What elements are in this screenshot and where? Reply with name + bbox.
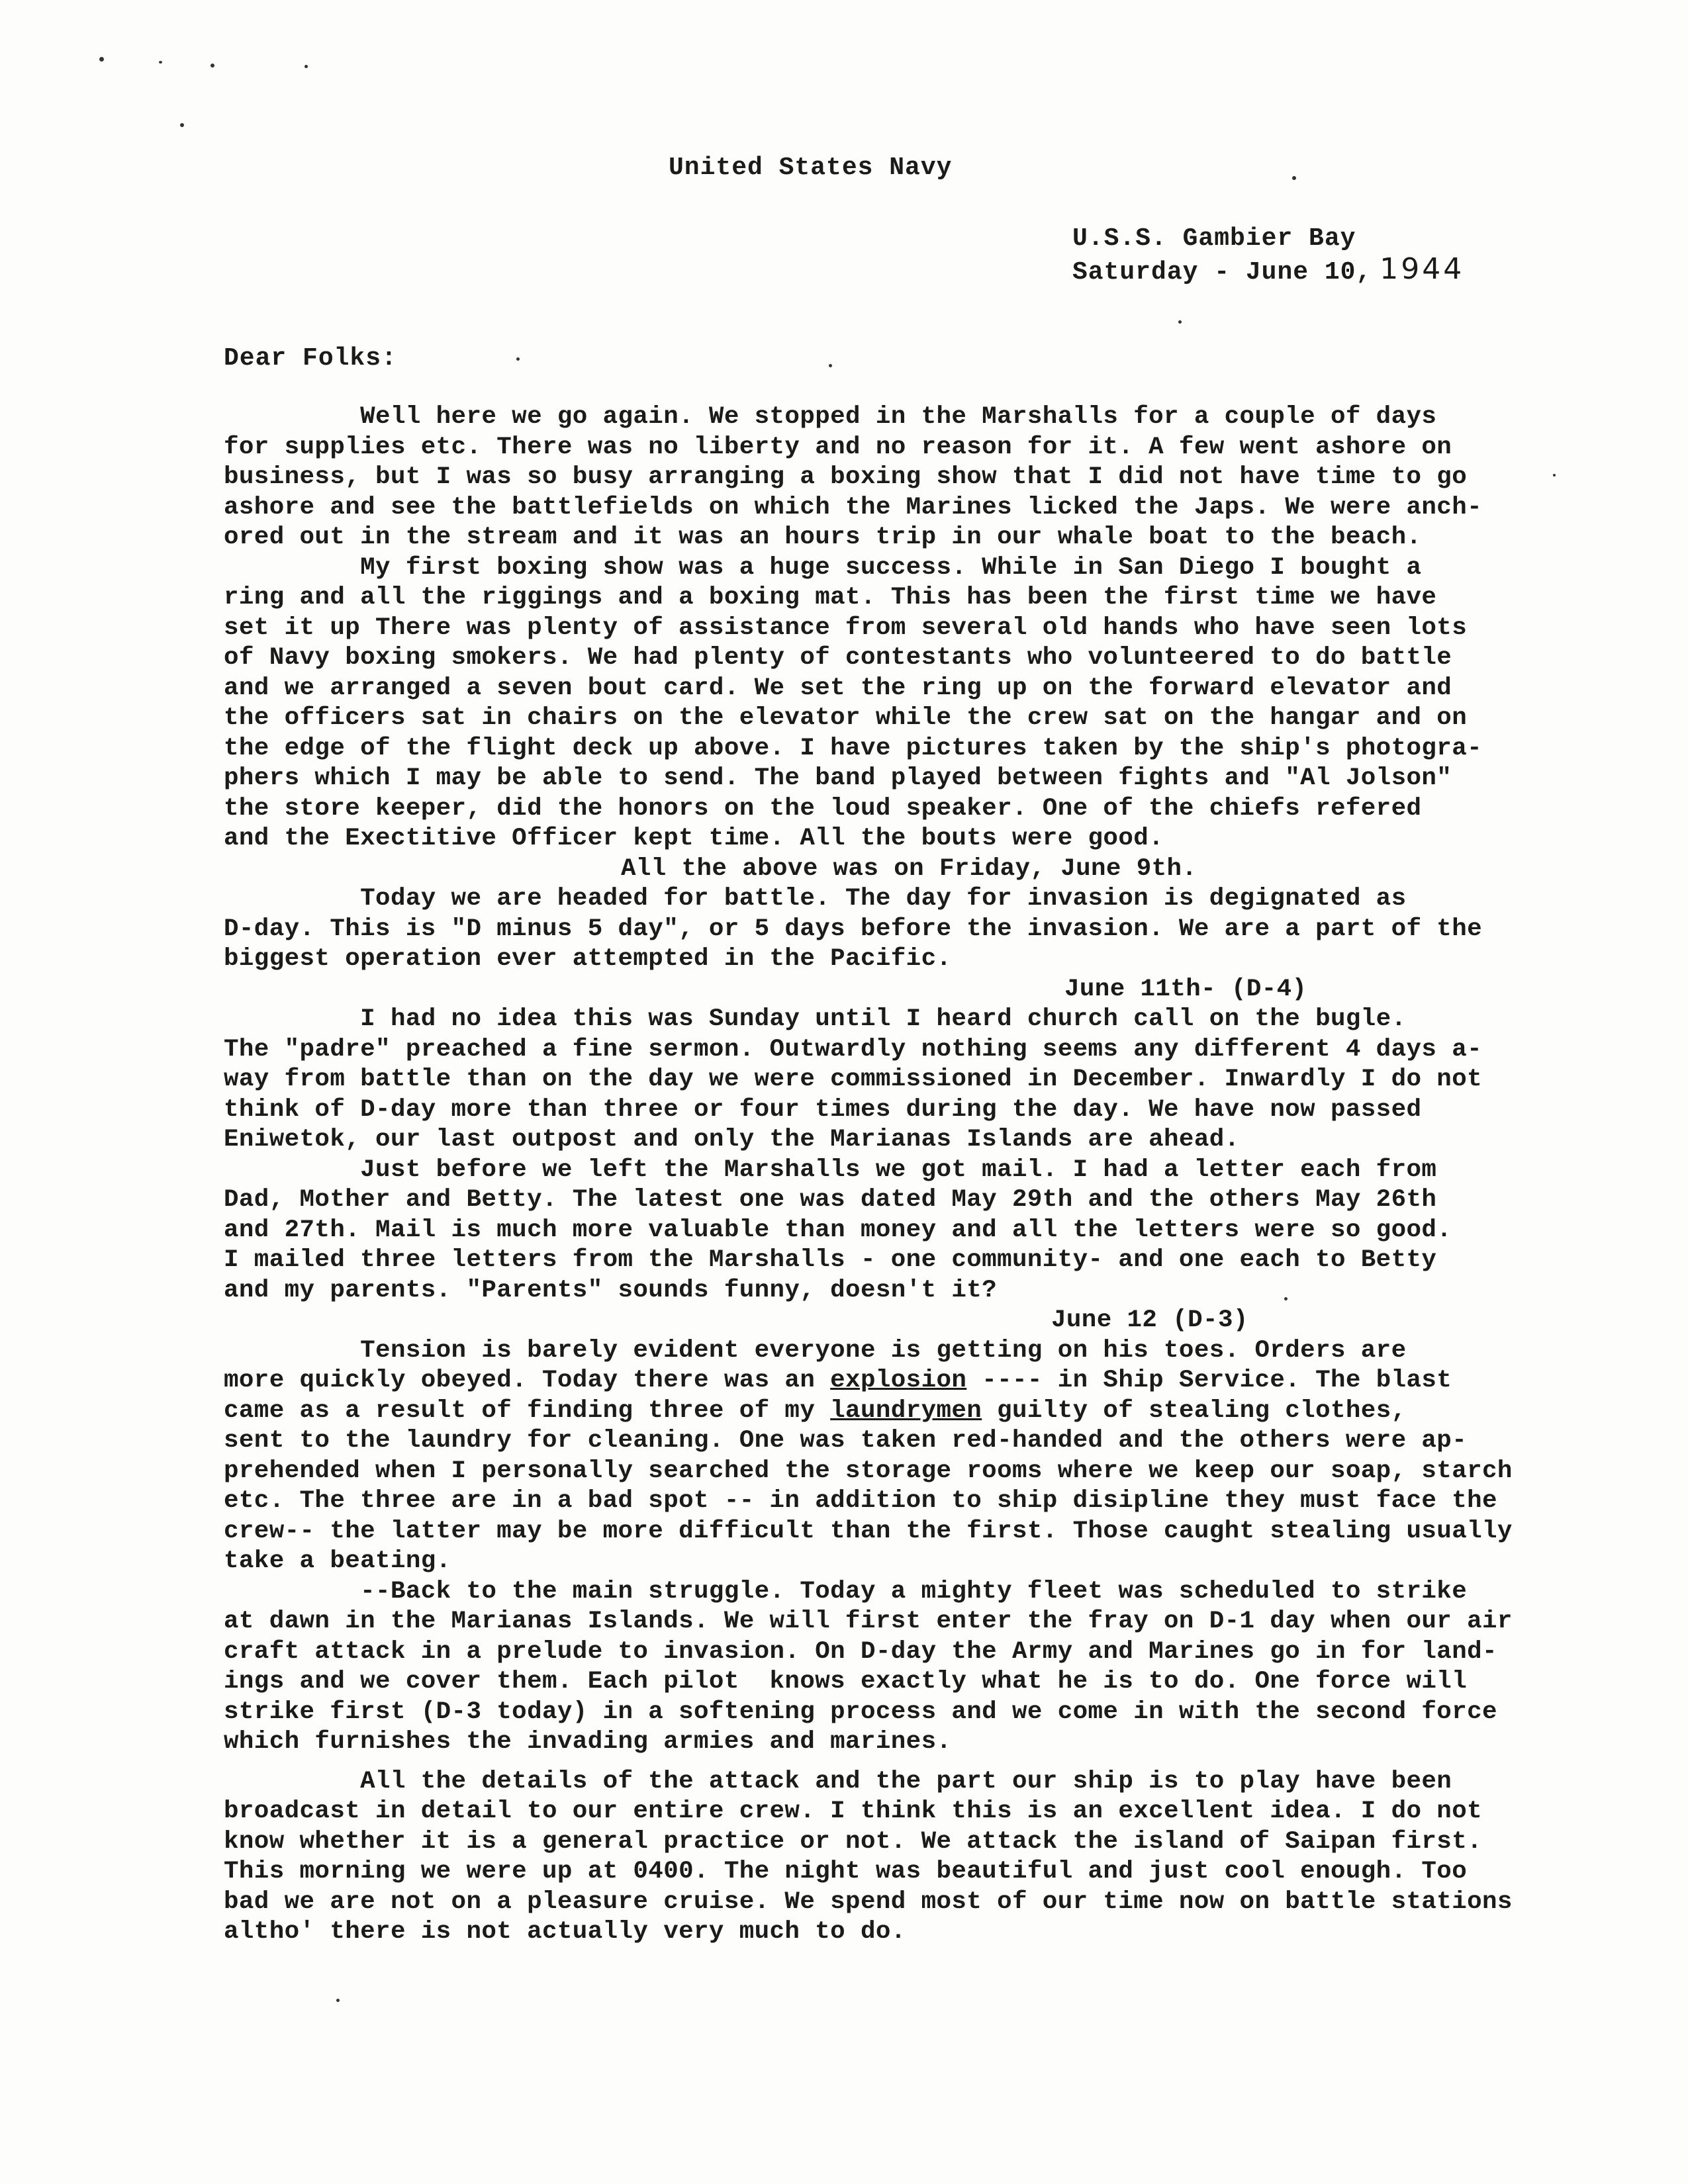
scan-speck — [180, 123, 184, 127]
body-line: Well here we go again. We stopped in the Marshalls for a couple of days — [224, 403, 1437, 431]
body-line: I mailed three letters from the Marshalls - one community- and one each to Betty — [224, 1246, 1437, 1274]
body-line: and my parents. "Parents" sounds funny, doesn't it? — [224, 1276, 998, 1304]
scan-speck — [99, 57, 104, 62]
body-line: Eniwetok, our last outpost and only the Marianas Islands are ahead. — [224, 1126, 1240, 1154]
ship-date-block — [1072, 224, 1464, 288]
body-line — [224, 1366, 1521, 1396]
scan-speck — [829, 364, 832, 367]
scan-speck — [1292, 176, 1296, 180]
text-run: more quickly obeyed. Today there was an — [224, 1367, 831, 1394]
body-line: --Back to the main struggle. Today a mighty fleet was scheduled to strike — [224, 1577, 1468, 1606]
underlined-word: explosion — [830, 1367, 967, 1394]
date-heading-june-11: June 11th- (D-4) — [1064, 975, 1307, 1003]
body-line: know whether it is a general practice or not. We attack the island of Saipan first. — [224, 1827, 1483, 1856]
body-line: phers which I may be able to send. The band played between fights and "Al Jolson" — [224, 764, 1452, 792]
body-line: biggest operation ever attempted in the Pacific. — [224, 945, 952, 973]
body-line: crew-- the latter may be more difficult than the first. Those caught stealing usually — [224, 1517, 1513, 1545]
body-line: prehended when I personally searched the storage rooms where we keep our soap, starch — [224, 1457, 1513, 1485]
body-line: the store keeper, did the honors on the loud speaker. One of the chiefs refered — [224, 794, 1422, 823]
body-line: for supplies etc. There was no liberty and no reason for it. A few went ashore on — [224, 433, 1452, 461]
date-line — [1072, 254, 1464, 288]
body-line: ashore and see the battlefields on which the Marines licked the Japs. We were anch- — [224, 493, 1483, 522]
ship-name: U.S.S. Gambier Bay — [1072, 224, 1356, 253]
salutation: Dear Folks: — [224, 344, 397, 373]
scan-speck — [305, 65, 308, 68]
scan-speck — [159, 61, 162, 64]
scan-speck — [1178, 320, 1182, 324]
letterhead: United States Navy — [669, 154, 953, 182]
body-line: of Navy boxing smokers. We had plenty of contestants who volunteered to do battle — [224, 644, 1452, 672]
body-line: which furnishes the invading armies and marines. — [224, 1728, 952, 1756]
scan-speck — [211, 64, 214, 68]
handwritten-year: 1944 — [1380, 252, 1465, 286]
body-line: Dad, Mother and Betty. The latest one was dated May 29th and the others May 26th — [224, 1186, 1437, 1214]
body-line: Just before we left the Marshalls we got mail. I had a letter each from — [224, 1156, 1437, 1184]
body-line: and the Exectitive Officer kept time. All the bouts were good. — [224, 825, 1164, 852]
body-line: My first boxing show was a huge success. While in San Diego I bought a — [224, 553, 1422, 582]
body-line: I had no idea this was Sunday until I heard church call on the bugle. — [224, 1005, 1407, 1033]
date-heading-june-12: June 12 (D-3) — [1051, 1306, 1248, 1334]
text-run: ---- in Ship Service. The blast — [966, 1367, 1452, 1394]
text-run: guilty of stealing clothes, — [982, 1396, 1407, 1425]
body-line: Today we are headed for battle. The day for invasion is degignated as — [224, 885, 1407, 913]
body-line: etc. The three are in a bad spot -- in addition to ship disipline they must face the — [224, 1487, 1497, 1515]
date-text: Saturday - June 10, — [1072, 258, 1372, 287]
body-line: craft attack in a prelude to invasion. On D-day the Army and Marines go in for land- — [224, 1637, 1497, 1666]
body-line: ings and we cover them. Each pilot knows exactly what he is to do. One force will — [224, 1668, 1468, 1696]
body-line: and we arranged a seven bout card. We set the ring up on the forward elevator and — [224, 674, 1452, 702]
body-line: D-day. This is "D minus 5 day", or 5 days before the invasion. We are a part of the — [224, 915, 1483, 943]
body-line: the officers sat in chairs on the elevator while the crew sat on the hangar and on — [224, 704, 1468, 732]
body-line: set it up There was plenty of assistance from several old hands who have seen lots — [224, 614, 1468, 642]
body-line: business, but I was so busy arranging a boxing show that I did not have time to go — [224, 463, 1468, 491]
body-line: way from battle than on the day we were commissioned in December. Inwardly I do not — [224, 1066, 1483, 1093]
body-line: at dawn in the Marianas Islands. We will first enter the fray on D-1 day when our air — [224, 1608, 1513, 1635]
body-line: ored out in the stream and it was an hours trip in our whale boat to the beach. — [224, 523, 1422, 551]
body-line: The "padre" preached a fine sermon. Outwardly nothing seems any different 4 days a- — [224, 1035, 1483, 1064]
body-line: bad we are not on a pleasure cruise. We spend most of our time now on battle stations — [224, 1888, 1513, 1916]
text-run: came as a result of finding three of my — [224, 1396, 831, 1425]
letter-body — [224, 402, 1521, 1948]
body-line: the edge of the flight deck up above. I have pictures taken by the ship's photogra- — [224, 734, 1483, 762]
body-line — [224, 1396, 1521, 1427]
friday-note: All the above was on Friday, June 9th. — [621, 854, 1197, 883]
body-line: All the details of the attack and the part our ship is to play have been — [224, 1767, 1452, 1796]
underlined-word: laundrymen — [830, 1396, 982, 1425]
body-line: ring and all the riggings and a boxing mat. This has been the first time we have — [224, 584, 1437, 612]
body-line: sent to the laundry for cleaning. One was taken red-handed and the others were ap- — [224, 1427, 1468, 1455]
scan-speck — [1553, 474, 1556, 477]
body-line: think of D-day more than three or four times during the day. We have now passed — [224, 1095, 1422, 1124]
body-line: broadcast in detail to our entire crew. I think this is an excellent idea. I do not — [224, 1797, 1483, 1825]
body-line: This morning we were up at 0400. The night was beautiful and just cool enough. Too — [224, 1858, 1468, 1886]
scan-speck — [336, 1999, 340, 2002]
body-line: and 27th. Mail is much more valuable than money and all the letters were so good. — [224, 1216, 1452, 1244]
body-line: Tension is barely evident everyone is getting on his toes. Orders are — [224, 1336, 1407, 1365]
body-line: strike first (D-3 today) in a softening process and we come in with the second force — [224, 1698, 1497, 1726]
scan-speck — [516, 357, 520, 361]
paragraph-gap — [224, 1758, 1521, 1767]
body-line: altho' there is not actually very much to do. — [224, 1918, 906, 1946]
body-line: take a beating. — [224, 1547, 451, 1575]
